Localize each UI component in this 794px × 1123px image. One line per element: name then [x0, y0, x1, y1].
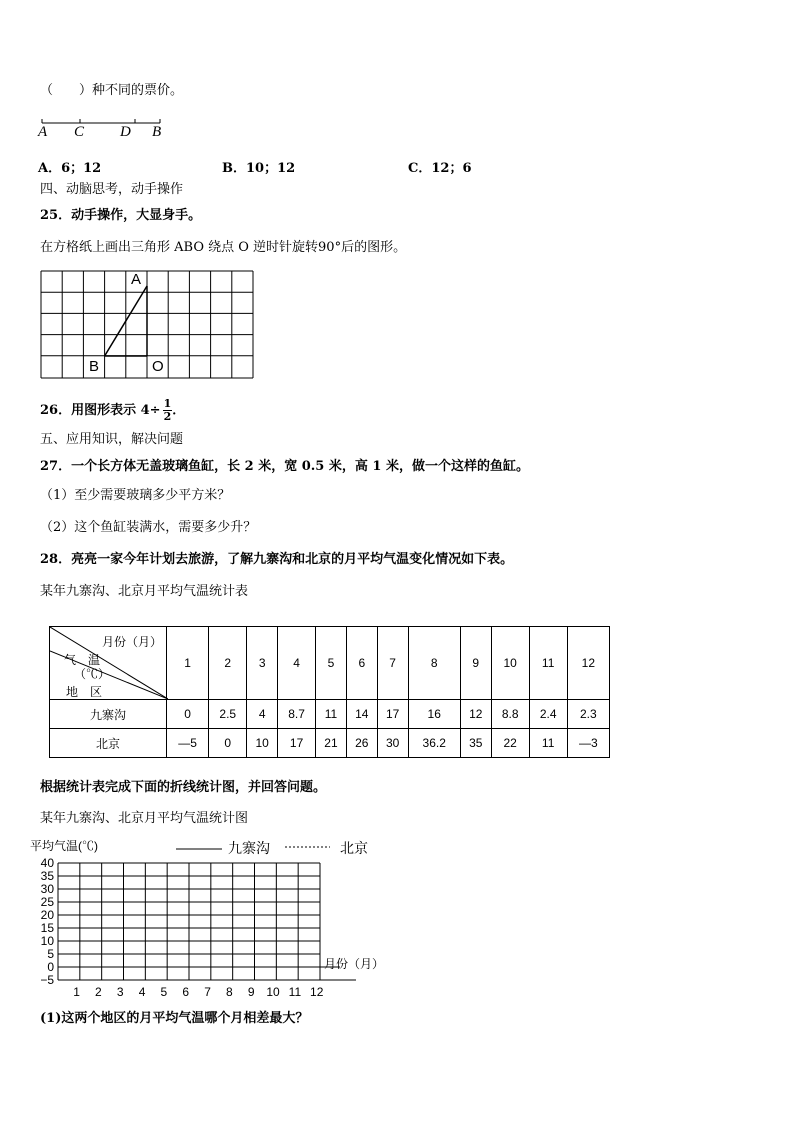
value-cell: 2.4: [529, 700, 567, 729]
x-tick-label: 2: [95, 985, 102, 999]
triangle-label-b: B: [89, 358, 100, 375]
q27-sub1: （1）至少需要玻璃多少平方米？: [40, 488, 231, 503]
value-cell: 16: [408, 700, 460, 729]
value-cell: 12: [460, 700, 491, 729]
q24-prompt: （ ）种不同的票价。: [40, 83, 184, 98]
value-cell: 36.2: [408, 729, 460, 758]
month-header: 11: [529, 627, 567, 700]
y-tick-label: 5: [47, 947, 54, 961]
table-row: [50, 729, 610, 758]
section-4-heading: 四、动脑思考，动手操作: [40, 182, 184, 197]
value-cell: 35: [460, 729, 491, 758]
segment-diagram: [38, 115, 168, 145]
value-cell: 17: [278, 729, 316, 758]
y-tick-label: 25: [40, 895, 54, 909]
chart-title: 某年九寨沟、北京月平均气温统计图: [40, 811, 249, 826]
q26: [40, 398, 185, 423]
value-cell: 8.8: [491, 700, 529, 729]
option-a[interactable]: A．6；12: [38, 161, 102, 176]
value-cell: 8.7: [278, 700, 316, 729]
y-tick-label: 15: [40, 921, 54, 935]
question-1: (1)这两个地区的月平均气温哪个月相差最大？: [40, 1011, 309, 1026]
x-tick-label: 6: [182, 985, 190, 999]
x-tick-label: 1: [73, 985, 80, 999]
option-b[interactable]: B．10；12: [222, 161, 296, 176]
value-cell: 22: [491, 729, 529, 758]
y-tick-label: 10: [40, 934, 54, 948]
y-tick-label: 20: [40, 908, 54, 922]
segment-label-d: D: [120, 124, 131, 140]
y-tick-label: 30: [40, 882, 54, 896]
table-title: 某年九寨沟、北京月平均气温统计表: [40, 584, 249, 599]
chart-instruction: 根据统计表完成下面的折线统计图，并回答问题。: [40, 780, 327, 795]
month-header: 10: [491, 627, 529, 700]
segment-label-c: C: [74, 124, 85, 140]
value-cell: 14: [346, 700, 377, 729]
x-tick-label: 3: [116, 985, 124, 999]
value-cell: 4: [247, 700, 278, 729]
y-axis-label: 平均气温(℃): [30, 839, 98, 853]
q27-title: 27．一个长方体无盖玻璃鱼缸，长 2 米，宽 0.5 米，高 1 米，做一个这样的鱼缸。: [40, 459, 529, 474]
segment-label-b: B: [152, 124, 162, 140]
value-cell: —5: [167, 729, 209, 758]
value-cell: 2.3: [567, 700, 609, 729]
value-cell: 30: [377, 729, 408, 758]
diagonal-header-cell: [50, 627, 167, 700]
temperature-line-chart: [30, 836, 390, 1008]
segment-label-a: A: [38, 124, 48, 140]
legend-label: 九寨沟: [228, 840, 270, 856]
header-month: 月份（月）: [102, 635, 163, 649]
q25-instruction: 在方格纸上画出三角形 ABO 绕点 O 逆时针旋转90°后的图形。: [40, 240, 407, 255]
value-cell: 21: [316, 729, 347, 758]
value-cell: 2.5: [209, 700, 247, 729]
value-cell: 0: [167, 700, 209, 729]
y-tick-label: −5: [40, 973, 54, 987]
month-header: 12: [567, 627, 609, 700]
x-tick-label: 9: [247, 985, 255, 999]
value-cell: —3: [567, 729, 609, 758]
x-tick-label: 12: [310, 985, 324, 999]
table-row: [50, 700, 610, 729]
triangle-label-o: O: [152, 358, 164, 375]
triangle-label-a: A: [131, 271, 142, 288]
value-cell: 11: [529, 729, 567, 758]
value-cell: 0: [209, 729, 247, 758]
x-tick-label: 10: [266, 985, 280, 999]
y-tick-label: 40: [40, 856, 54, 870]
q27-sub2: （2）这个鱼缸装满水，需要多少升？: [40, 520, 257, 535]
x-tick-label: 11: [288, 985, 302, 999]
month-header: 8: [408, 627, 460, 700]
rotation-grid: [40, 270, 256, 382]
legend-label: 北京: [340, 840, 368, 856]
region-cell: 北京: [50, 729, 167, 758]
header-region: 地 区: [66, 685, 103, 699]
x-axis-label: 月份（月）: [324, 957, 385, 971]
q28-title: 28．亮亮一家今年计划去旅游，了解九寨沟和北京的月平均气温变化情况如下表。: [40, 552, 514, 567]
value-cell: 26: [346, 729, 377, 758]
month-header: 3: [247, 627, 278, 700]
temperature-table: [49, 626, 610, 758]
section-5-heading: 五、应用知识，解决问题: [40, 432, 184, 447]
x-tick-label: 4: [138, 985, 146, 999]
month-header: 9: [460, 627, 491, 700]
month-header: 5: [316, 627, 347, 700]
x-tick-label: 5: [160, 985, 168, 999]
month-header: 1: [167, 627, 209, 700]
header-temp: 气 温: [64, 653, 101, 667]
table-header-row: [50, 627, 610, 700]
x-tick-label: 8: [226, 985, 233, 999]
q26-prefix: 26．用图形表示 4÷: [40, 403, 161, 418]
x-tick-label: 7: [204, 985, 211, 999]
y-tick-label: 35: [40, 869, 54, 883]
value-cell: 17: [377, 700, 408, 729]
month-header: 4: [278, 627, 316, 700]
header-unit: （℃）: [74, 667, 111, 681]
q26-suffix: ．: [172, 403, 186, 418]
region-cell: 九寨沟: [50, 700, 167, 729]
q25-title: 25．动手操作，大显身手。: [40, 208, 202, 223]
month-header: 2: [209, 627, 247, 700]
value-cell: 10: [247, 729, 278, 758]
value-cell: 11: [316, 700, 347, 729]
month-header: 7: [377, 627, 408, 700]
y-tick-label: 0: [47, 960, 54, 974]
fraction: $\frac{1}{2}$: [163, 397, 172, 423]
option-c[interactable]: C．12；6: [408, 161, 472, 176]
month-header: 6: [346, 627, 377, 700]
